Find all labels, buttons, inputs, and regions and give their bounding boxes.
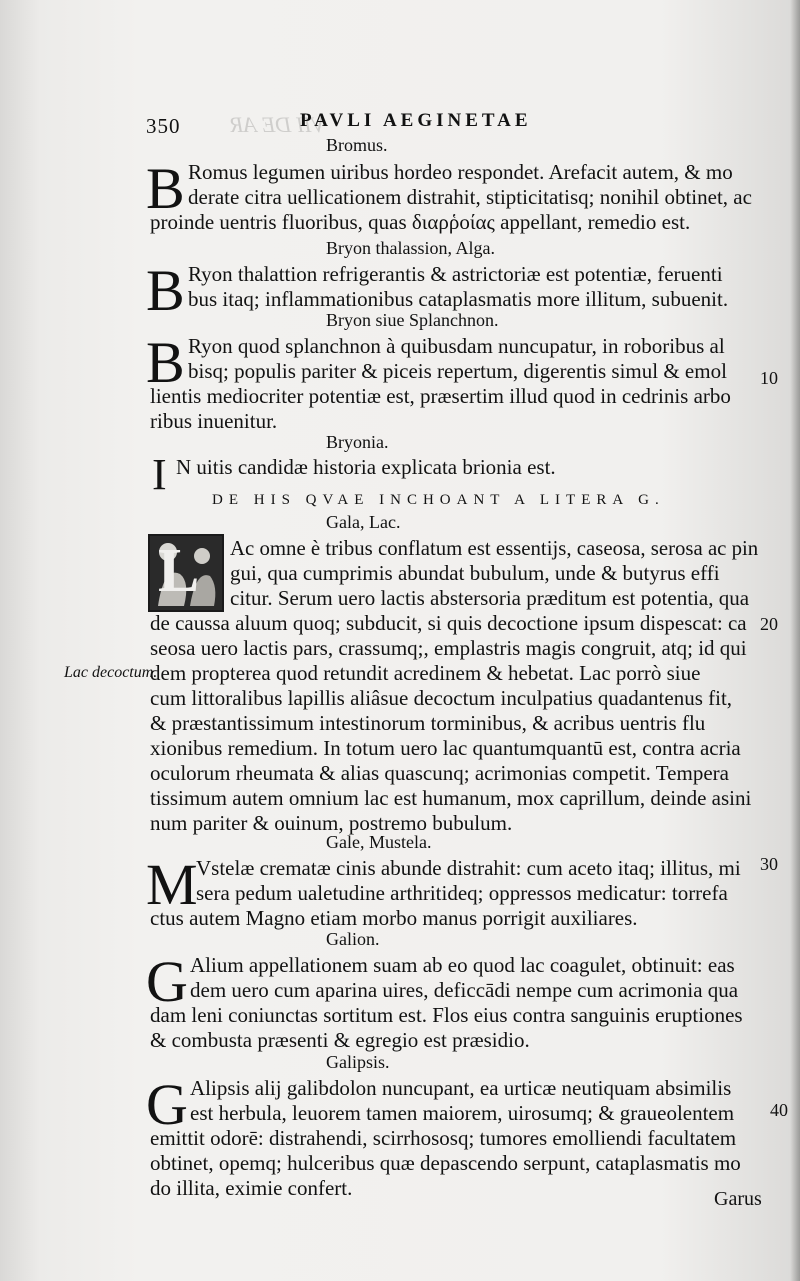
text-line: derate citra uellicationem distrahit, stipticitatisq; nonihil obtinet, ac xyxy=(188,185,752,209)
text-line: obtinet, opemq; hulceribus quæ depascendo serpunt, cataplasmatis mo xyxy=(150,1151,741,1175)
entry-title-galion: Galion. xyxy=(326,929,380,949)
text-line: sera pedum ualetudine arthritideq; oppressos medicatur: torrefa xyxy=(196,881,728,905)
text-line: cum littoralibus lapillis aliâsue decoctum inculpatius quadantenus fit, xyxy=(150,686,733,710)
text-line: dem uero cum aparina uires, deficcādi nempe cum acrimonia qua xyxy=(190,978,739,1002)
text-line: proinde uentris fluoribus, quas διαρῥοίας appellant, remedio est. xyxy=(150,210,691,234)
text-line: citur. Serum uero lactis abstersoria præditum est potentia, qua xyxy=(230,586,750,610)
text-line: Ryon quod splanchnon à quibusdam nuncupatur, in roboribus al xyxy=(188,334,725,358)
entry-title-galipsis: Galipsis. xyxy=(326,1052,390,1072)
text-line: bisq; populis pariter & piceis repertum, digerentis simul & emol xyxy=(188,359,727,383)
initial-letter: G xyxy=(146,1072,188,1137)
entry-title-bryon-splanchnon: Bryon siue Splanchnon. xyxy=(326,310,499,330)
text-line: tissimum autem omnium lac est humanum, mox caprillum, deinde asini xyxy=(150,786,752,810)
text-line: Ryon thalattion refrigerantis & astrictoriæ est potentiæ, feruenti xyxy=(188,262,723,286)
show-through-text: VII DE AR xyxy=(230,112,325,137)
text-line: Alium appellationem suam ab eo quod lac coagulet, obtinuit: eas xyxy=(190,953,735,977)
decorated-initial xyxy=(148,534,224,612)
text-line: & præstantissimum intestinorum torminibus, & acribus uentris flu xyxy=(150,711,706,735)
text-line: est herbula, leuorem tamen maiorem, uirosumq; & graueolentem xyxy=(190,1101,735,1125)
text-line: Romus legumen uiribus hordeo respondet. Arefacit autem, & mo xyxy=(188,160,733,184)
entry-title-gala: Gala, Lac. xyxy=(326,512,401,532)
text-line: xionibus remedium. In totum uero lac quantumquantū est, contra acria xyxy=(150,736,741,760)
text-line: ribus inuenitur. xyxy=(150,409,278,433)
text-line: dem propterea quod retundit acredinem & hebetat. Lac porrò siue xyxy=(150,661,701,685)
text-line: & combusta præsenti & egregio est præsidio. xyxy=(150,1028,530,1052)
entry-title-bryon-thalassion: Bryon thalassion, Alga. xyxy=(326,238,495,258)
text-line: seosa uero lactis pars, crassumq;, emplastris magis congruit, atq; id qui xyxy=(150,636,747,660)
decorated-initial-letter: L xyxy=(158,537,200,605)
margin-line-number: 30 xyxy=(760,854,778,874)
initial-letter: I xyxy=(152,450,167,499)
margin-line-number: 10 xyxy=(760,368,778,388)
running-header xyxy=(0,110,800,140)
section-heading: DE HIS QVAE INCHOANT A LITERA G. xyxy=(212,492,665,508)
running-title: PAVLI AEGINETAE xyxy=(300,110,532,131)
entry-title-bromus: Bromus. xyxy=(326,135,388,155)
text-line: gui, qua cumprimis abundat bubulum, unde & butyrus effi xyxy=(230,561,720,585)
initial-letter: B xyxy=(146,330,185,395)
text-line: dam leni coniunctas sortitum est. Flos eius contra sanguinis eruptiones xyxy=(150,1003,743,1027)
text-line: oculorum rheumata & alias quascunq; acrimonias competit. Tempera xyxy=(150,761,729,785)
page-number: 350 xyxy=(146,114,181,138)
text-line: do illita, eximie confert. xyxy=(150,1176,353,1200)
margin-note: Lac decoctum. xyxy=(64,664,158,681)
initial-letter: M xyxy=(146,852,198,917)
entry-title-gale: Gale, Mustela. xyxy=(326,832,432,852)
text-line: num pariter & ouinum, postremo bubulum. xyxy=(150,811,513,835)
text-line: Ac omne è tribus conflatum est essentijs, caseosa, serosa ac pin xyxy=(230,536,759,560)
text-line: Vstelæ crematæ cinis abunde distrahit: cum aceto itaq; illitus, mi xyxy=(196,856,741,880)
text-line: ctus autem Magno etiam morbo manus porrigit auxiliares. xyxy=(150,906,638,930)
margin-line-number: 20 xyxy=(760,614,778,634)
initial-letter: G xyxy=(146,949,188,1014)
text-line: bus itaq; inflammationibus cataplasmatis more illitum, subuenit. xyxy=(188,287,729,311)
margin-line-number: 40 xyxy=(770,1100,788,1120)
text-line: de caussa aluum quoq; subducit, si quis decoctione ipsum dispescat: ca xyxy=(150,611,747,635)
catchword: Garus xyxy=(714,1188,762,1210)
text-line: N uitis candidæ historia explicata brionia est. xyxy=(176,455,556,479)
initial-letter: B xyxy=(146,156,185,221)
entry-title-bryonia: Bryonia. xyxy=(326,432,389,452)
text-line: Alipsis alij galibdolon nuncupant, ea urticæ neutiquam absimilis xyxy=(190,1076,732,1100)
text-line: lientis mediocriter potentiæ est, præsertim illud quod in cedrinis arbo xyxy=(150,384,731,408)
initial-letter: B xyxy=(146,258,185,323)
text-line: emittit odorē: distrahendi, scirrhososq; tumores emolliendi facultatem xyxy=(150,1126,737,1150)
